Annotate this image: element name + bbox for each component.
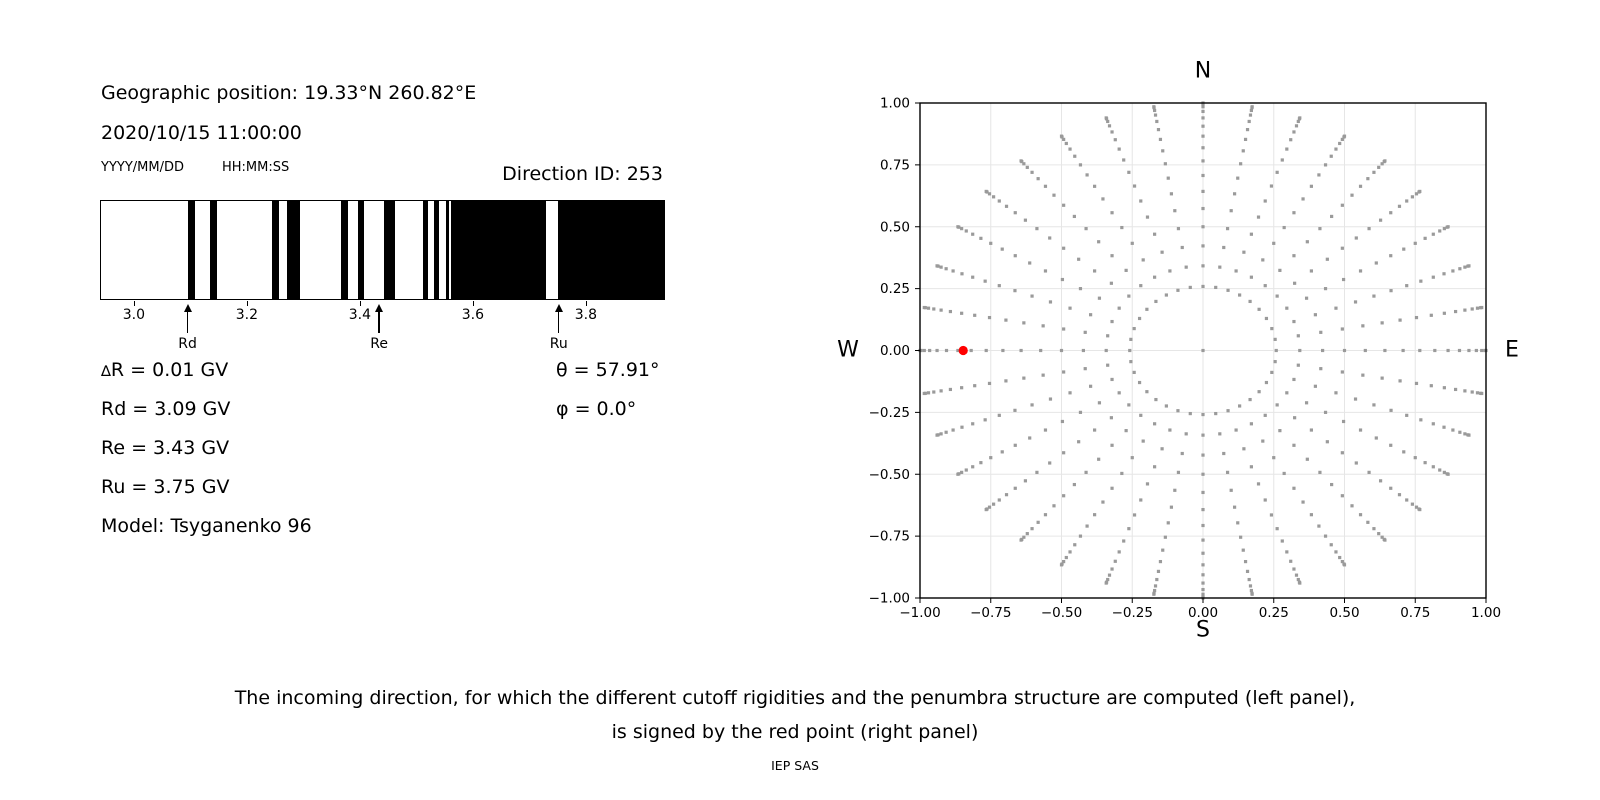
model-text: Model: Tsyganenko 96 [101,515,312,537]
forbidden-band [188,201,195,299]
delta-symbol: ∆ [101,363,111,380]
y-tick-label: 0.25 [879,281,910,298]
y-tick-label: 0.75 [879,157,910,174]
time-format-label: HH:MM:SS [222,160,290,175]
forbidden-band [434,201,439,299]
compass-west-label: W [837,337,859,363]
forbidden-band [287,201,299,299]
penumbra-x-tick [247,301,248,306]
forbidden-band [384,201,395,299]
caption-line-1: The incoming direction, for which the different cutoff rigidities and the penumbra structure are computed (left panel), [234,687,1356,709]
y-tick-label: 0.00 [879,343,910,359]
marker-arrow-stem [187,311,188,333]
penumbra-x-tick-label: 3.6 [461,307,485,323]
marker-arrow-stem [558,311,559,333]
compass-south-label: S [1196,617,1210,643]
caption-credit: IEP SAS [771,758,819,773]
x-tick-label: 0.75 [1400,605,1431,621]
penumbra-x-tick-label: 3.2 [235,307,259,323]
marker-label-ru: Ru [549,336,568,352]
penumbra-x-tick [360,301,361,306]
x-tick-label: −0.50 [1040,605,1083,621]
ru-value: Ru = 3.75 GV [101,476,230,498]
theta-value: θ = 57.91° [556,359,660,381]
forbidden-band [558,201,664,299]
x-tick-label: 1.00 [1470,605,1502,621]
penumbra-x-tick-label: 3.4 [348,307,372,323]
forbidden-band [358,201,365,299]
penumbra-x-tick [586,301,587,306]
forbidden-band [210,201,217,299]
x-tick-label: 0.00 [1187,605,1219,621]
forbidden-band [423,201,428,299]
axis-ticks [869,96,1501,622]
date-format-label: YYYY/MM/DD [101,160,184,175]
center-dot [1201,349,1204,352]
penumbra-x-tick [134,301,135,306]
figure-caption [0,687,1590,773]
compass-east-label: E [1505,337,1519,363]
compass-north-label: N [1194,58,1212,84]
penumbra-chart [100,200,665,300]
delta-r-text: R = 0.01 GV [110,359,229,381]
marker-label-rd: Rd [178,336,197,352]
rd-value: Rd = 3.09 GV [101,398,231,420]
forbidden-band [451,201,546,299]
marker-label-re: Re [370,336,388,352]
direction-id-text: Direction ID: 253 [502,163,663,185]
x-tick-label: 0.25 [1258,605,1289,621]
penumbra-x-tick [473,301,474,306]
x-tick-label: −0.75 [970,605,1012,621]
x-tick-label: 0.50 [1329,605,1360,621]
caption-line-2: is signed by the red point (right panel) [611,721,979,743]
marker-arrow-stem [378,311,379,333]
y-tick-label: −0.25 [868,404,910,421]
y-tick-label: 0.50 [879,219,910,236]
y-tick-label: −1.00 [868,590,910,607]
delta-r-value [101,360,228,382]
penumbra-x-tick-label: 3.0 [122,307,146,323]
x-tick-label: −0.25 [1111,605,1153,621]
direction-scatter-svg [868,95,1502,621]
forbidden-band [341,201,348,299]
penumbra-axis [100,300,665,360]
y-tick-label: −0.50 [868,466,910,483]
direction-plot [837,58,1519,643]
datetime-text: 2020/10/15 11:00:00 [101,122,302,144]
red-incoming-direction-point [959,346,968,355]
forbidden-band [272,201,279,299]
phi-value: φ = 0.0° [556,398,637,420]
penumbra-x-tick-label: 3.8 [574,307,598,323]
y-tick-label: −0.75 [868,528,910,545]
y-tick-label: 1.00 [879,95,910,112]
re-value: Re = 3.43 GV [101,437,230,459]
geographic-position-text: Geographic position: 19.33°N 260.82°E [101,82,477,104]
x-tick-label: −1.00 [899,605,941,621]
forbidden-band [446,201,450,299]
